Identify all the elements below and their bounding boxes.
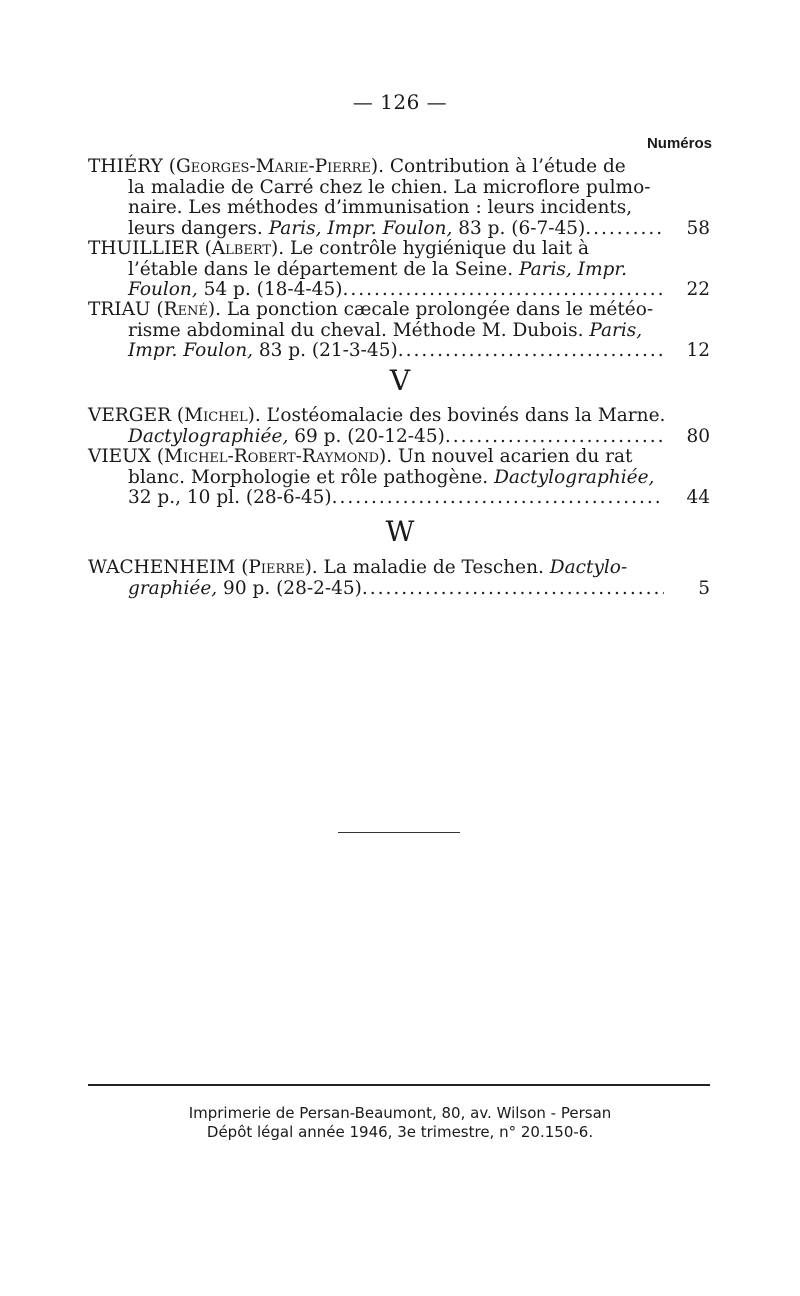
entry-text: l’étable dans le département de la Seine. (128, 258, 519, 280)
author-name: WACHENHEIM (88, 557, 236, 578)
dot-leader (332, 488, 664, 509)
entry-thuillier (88, 239, 710, 301)
dot-leader (362, 579, 664, 600)
section-letter-w: W (385, 515, 415, 548)
publisher: Paris, (589, 319, 643, 341)
entry-verger (88, 406, 710, 447)
entry-number: 5 (692, 579, 710, 600)
imprint-line-1: Imprimerie de Persan-Beaumont, 80, av. Wilson - Persan (188, 1104, 612, 1122)
entry-number: 80 (680, 427, 710, 448)
dot-leader (342, 280, 664, 301)
publisher: Dactylographiée, (128, 425, 289, 447)
entry-text: . La ponction cæcale prolongée dans le météo- (215, 299, 654, 320)
footer-rule (88, 1084, 710, 1086)
publisher: Dactylographiée, (494, 466, 655, 488)
entry-text: . Contribution à l’étude de (378, 156, 626, 177)
author-name: THIÉRY (88, 156, 163, 177)
entry-triau (88, 300, 710, 362)
dot-leader (398, 341, 664, 362)
entry-text: . La maladie de Teschen. (311, 557, 550, 578)
entry-text: . Le contrôle hygiénique du lait à (278, 238, 590, 259)
publisher: Impr. Foulon, (128, 340, 253, 361)
separator-rule (338, 832, 460, 833)
author-firstnames: (Albert) (204, 238, 279, 259)
author-firstnames: (Michel) (176, 405, 255, 426)
entry-number: 22 (680, 280, 710, 301)
entry-text: risme abdominal du cheval. Méthode M. Dubois. (128, 319, 590, 341)
publisher: Paris, Impr. (518, 258, 628, 280)
publisher: Paris, Impr. Foulon, (268, 217, 453, 239)
entry-text: . L’ostéomalacie des bovinés dans la Marne. (254, 405, 666, 426)
entry-text: . Un nouvel acarien du rat (386, 446, 633, 467)
publisher: graphiée, (128, 577, 218, 599)
pages-date: 83 p. (6-7-45) (452, 217, 586, 239)
entry-text-line: naire. Les méthodes d’immunisation : leurs incidents, (128, 197, 633, 218)
pages-date: 54 p. (18-4-45) (197, 279, 343, 300)
entry-text: blanc. Morphologie et rôle pathogène. (128, 466, 495, 488)
entry-vieux (88, 447, 710, 509)
author-name: VIEUX (88, 446, 151, 467)
entry-wachenheim (88, 558, 710, 599)
page-number: — 126 — (352, 90, 448, 114)
imprint-line-2: Dépôt légal année 1946, 3e trimestre, n° 20.150-6. (206, 1123, 594, 1141)
section-letter-v: V (389, 364, 411, 397)
publisher: Foulon, (128, 279, 198, 300)
entry-number: 12 (680, 341, 710, 362)
pages-date: 32 p., 10 pl. (28-6-45) (128, 487, 332, 508)
publisher: Dactylo- (549, 557, 628, 578)
author-firstnames: (Pierre) (241, 557, 312, 578)
author-firstnames: (Michel-Robert-Raymond) (156, 446, 387, 467)
author-firstnames: (René) (156, 299, 216, 320)
pages-date: 90 p. (28-2-45) (217, 577, 362, 599)
dot-leader (585, 219, 664, 240)
entry-thiery (88, 157, 710, 239)
author-name: THUILLIER (88, 238, 199, 259)
author-name: VERGER (88, 405, 172, 426)
pages-date: 69 p. (20-12-45) (288, 425, 445, 447)
author-name: TRIAU (88, 299, 151, 320)
entry-text: leurs dangers. (128, 217, 269, 239)
author-firstnames: (Georges-Marie-Pierre) (168, 156, 379, 177)
dot-leader (445, 427, 664, 448)
entry-text-line: la maladie de Carré chez le chien. La microflore pulmo- (128, 176, 651, 198)
pages-date: 83 p. (21-3-45) (253, 340, 398, 361)
entry-number: 44 (680, 488, 710, 509)
entry-number: 58 (680, 219, 710, 240)
numeros-heading: Numéros (646, 135, 712, 152)
